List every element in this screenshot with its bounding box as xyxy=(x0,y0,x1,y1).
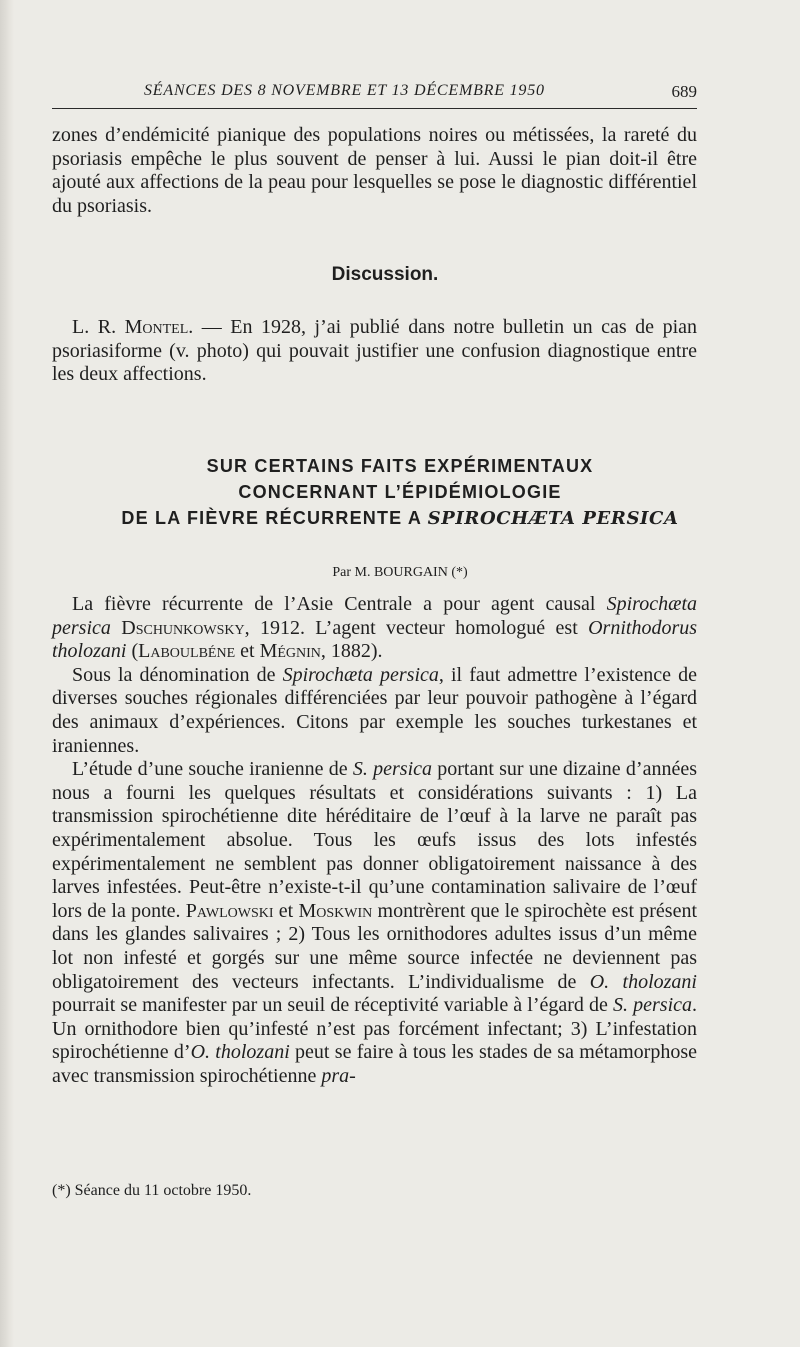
p1-author-3: Mégnin xyxy=(259,640,321,663)
p3-text-3: et xyxy=(273,899,299,922)
p3-text-1: L’étude d’une souche iranienne de xyxy=(72,758,353,781)
article-title-line-3-prefix: DE LA FIÈVRE RÉCURRENTE A xyxy=(121,508,428,528)
article-title-line-2: CONCERNANT L’ÉPIDÉMIOLOGIE xyxy=(238,482,562,502)
p3-text-5: pourrait se manifester par un seuil de réceptivité variable à l’égard de xyxy=(52,994,614,1017)
p1-text-6: , 1882). xyxy=(320,640,383,663)
running-header xyxy=(52,80,697,109)
p3-author-2: Moskwin xyxy=(298,899,373,922)
body-paragraph-1 xyxy=(52,593,697,664)
discussion-heading: Discussion. xyxy=(331,264,439,285)
article-body xyxy=(52,593,697,1088)
p1-text-3: , 1912. L’agent vecteur homologué est xyxy=(244,616,589,639)
p3-text-7: peut se faire à tous les stades de sa métamorphose avec transmission spirochétienne xyxy=(52,1041,697,1087)
p3-vector-1: O. tholozani xyxy=(589,970,697,993)
body-paragraph-3 xyxy=(52,758,697,1088)
article-title-line-3 xyxy=(0,508,800,529)
p1-species: Spirochæta persica xyxy=(52,593,697,639)
discussion-paragraph xyxy=(52,316,697,387)
p3-hyphenated-word: pra- xyxy=(321,1064,356,1087)
p3-species-2: S. persica xyxy=(613,994,692,1017)
p1-text-1: La fièvre récurrente de l’Asie Centrale a pour agent causal xyxy=(72,593,607,615)
article-byline: Par M. BOURGAIN (*) xyxy=(332,565,468,580)
page-number: 689 xyxy=(671,82,697,101)
p1-author-2: Laboulbéne xyxy=(138,640,236,663)
p2-text-2: , il faut admettre l’existence de diverses souches régionales différenciées par leur pouvoir pathogène à l’égard des animaux d’expériences. Citons par exemple les souches turkestanes et iraniennes. xyxy=(52,663,698,757)
p2-text-1: Sous la dénomination de xyxy=(72,663,283,686)
article-title-species: SPIROCHÆTA PERSICA xyxy=(427,508,679,529)
discussion-text: — En 1928, j’ai publié dans notre bulletin un cas de pian psoriasiforme (v. photo) qui pouvait justifier une confusion diagnostique entre les deux affections. xyxy=(52,316,697,386)
p2-species: Spirochæta persica xyxy=(282,663,439,686)
p3-author-1: Pawlowski xyxy=(185,899,274,922)
footnote: (*) Séance du 11 octobre 1950. xyxy=(52,1182,252,1199)
p3-text-4: montrèrent que le spirochète est présent dans les glandes salivaires ; 2) Tous les ornithodores adultes issus d’un même lot non infesté et gorgés sur une même source infectée ne deviennent pas obligatoirement des vecteurs infectants. L’individualisme de xyxy=(52,899,698,993)
p3-species-1: S. persica xyxy=(352,758,433,781)
page-binding-shadow xyxy=(0,0,14,1347)
body-paragraph-2 xyxy=(52,664,697,758)
p1-text-5: et xyxy=(235,640,260,663)
p1-text-2 xyxy=(111,617,121,639)
discussion-author: L. R. Montel. xyxy=(72,316,194,338)
p3-vector-2: O. tholozani xyxy=(190,1041,290,1064)
intro-paragraph: zones d’endémicité pianique des populations noires ou métissées, la rareté du psoriasis empêche le plus souvent de penser à lui. Aussi le pian doit-il être ajouté aux affections de la peau pour lesquelles se pose le diagnostic différentiel du psoriasis. xyxy=(52,124,697,217)
p1-author-1: Dschunkowsky xyxy=(121,616,245,639)
running-title: SÉANCES DES 8 NOVEMBRE ET 13 DÉCEMBRE 1950 xyxy=(144,82,545,99)
p1-text-4: ( xyxy=(126,640,139,663)
article-title-line-1: SUR CERTAINS FAITS EXPÉRIMENTAUX xyxy=(206,456,594,476)
p3-text-2: portant sur une dizaine d’années nous a fourni les quelques résultats et considérations suivants : 1) La transmission spirochétienne dite héréditaire de l’œuf à la larve ne paraît pas expérimentalement absolue. Tous les œufs issus des lots infestés expérimentalement ne semblent pas donner obligatoirement naissance à des larves infestées. Peut-être n’existe-t-il qu’une contamination salivaire de l’œuf lors de la ponte. xyxy=(52,758,697,922)
p3-text-6: . Un ornithodore bien qu’infesté n’est pas forcément infectant; 3) L’infestation spirochétienne d’ xyxy=(52,994,697,1064)
p1-vector: Ornithodorus tholozani xyxy=(52,616,698,663)
